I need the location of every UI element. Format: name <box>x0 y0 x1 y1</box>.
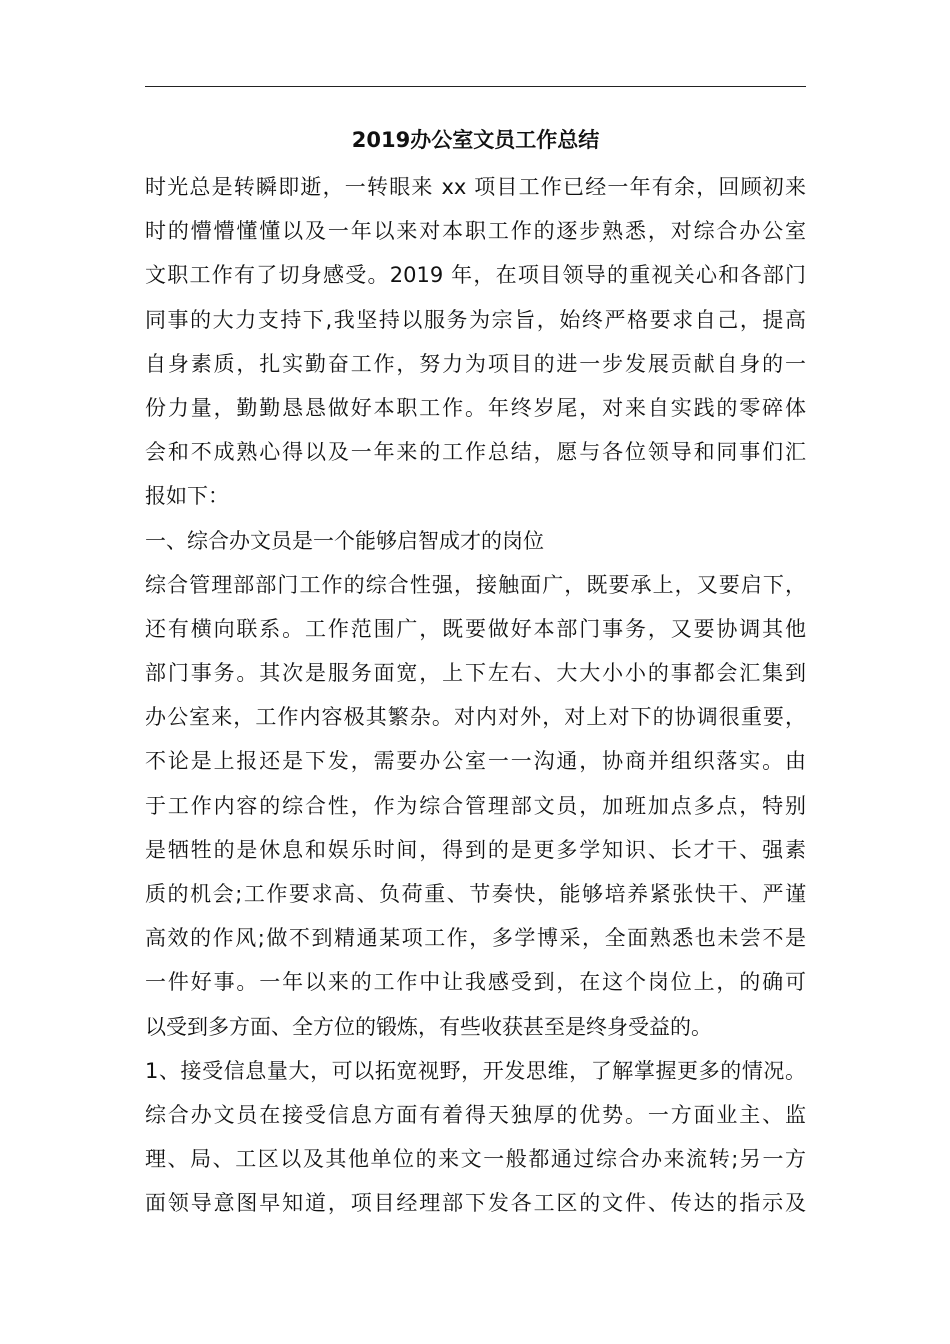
text-line: 综合管理部部门工作的综合性强，接触面广，既要承上，又要启下， <box>145 572 806 597</box>
header-rule <box>145 86 806 87</box>
document-body <box>145 165 806 1226</box>
text-line: 是牺牲的是休息和娱乐时间，得到的是更多学知识、长才干、强素 <box>145 837 806 862</box>
text-line: 部门事务。其次是服务面宽，上下左右、大大小小的事都会汇集到 <box>145 661 806 686</box>
text-line: 于工作内容的综合性，作为综合管理部文员，加班加点多点，特别 <box>145 793 806 818</box>
text-line: 理、局、工区以及其他单位的来文一般都通过综合办来流转;另一方 <box>145 1147 806 1172</box>
text-line: 1、接受信息量大，可以拓宽视野，开发思维，了解掌握更多的情况。 <box>145 1058 806 1083</box>
text-line: 综合办文员在接受信息方面有着得天独厚的优势。一方面业主、监 <box>145 1102 806 1127</box>
text-line: 份力量，勤勤恳恳做好本职工作。年终岁尾，对来自实践的零碎体 <box>145 395 806 420</box>
text-line: 面领导意图早知道，项目经理部下发各工区的文件、传达的指示及 <box>145 1191 806 1216</box>
text-line: 以受到多方面、全方位的锻炼，有些收获甚至是终身受益的。 <box>145 1014 712 1039</box>
text-line: 文职工作有了切身感受。2019 年，在项目领导的重视关心和各部门 <box>145 263 806 288</box>
text-line: 还有横向联系。工作范围广，既要做好本部门事务，又要协调其他 <box>145 616 806 641</box>
text-line: 时的懵懵懂懂以及一年以来对本职工作的逐步熟悉，对综合办公室 <box>145 219 806 244</box>
text-line: 同事的大力支持下,我坚持以服务为宗旨，始终严格要求自己，提高 <box>145 307 806 332</box>
text-line: 一件好事。一年以来的工作中让我感受到，在这个岗位上，的确可 <box>145 970 806 995</box>
text-line: 高效的作风;做不到精通某项工作，多学博采，全面熟悉也未尝不是 <box>145 926 806 951</box>
text-line: 质的机会;工作要求高、负荷重、节奏快，能够培养紧张快干、严谨 <box>145 882 806 906</box>
text-line: 办公室来，工作内容极其繁杂。对内对外，对上对下的协调很重要， <box>145 705 806 730</box>
text-line: 报如下： <box>145 484 229 509</box>
text-line: 不论是上报还是下发，需要办公室一一沟通，协商并组织落实。由 <box>145 749 806 774</box>
text-line: 会和不成熟心得以及一年来的工作总结，愿与各位领导和同事们汇 <box>145 440 806 465</box>
text-line: 时光总是转瞬即逝，一转眼来 xx 项目工作已经一年有余，回顾初来 <box>145 175 806 199</box>
text-line: 自身素质，扎实勤奋工作，努力为项目的进一步发展贡献自身的一 <box>145 351 806 376</box>
document-title: 2019办公室文员工作总结 <box>351 128 600 152</box>
text-line: 一、综合办文员是一个能够启智成才的岗位 <box>145 528 544 553</box>
